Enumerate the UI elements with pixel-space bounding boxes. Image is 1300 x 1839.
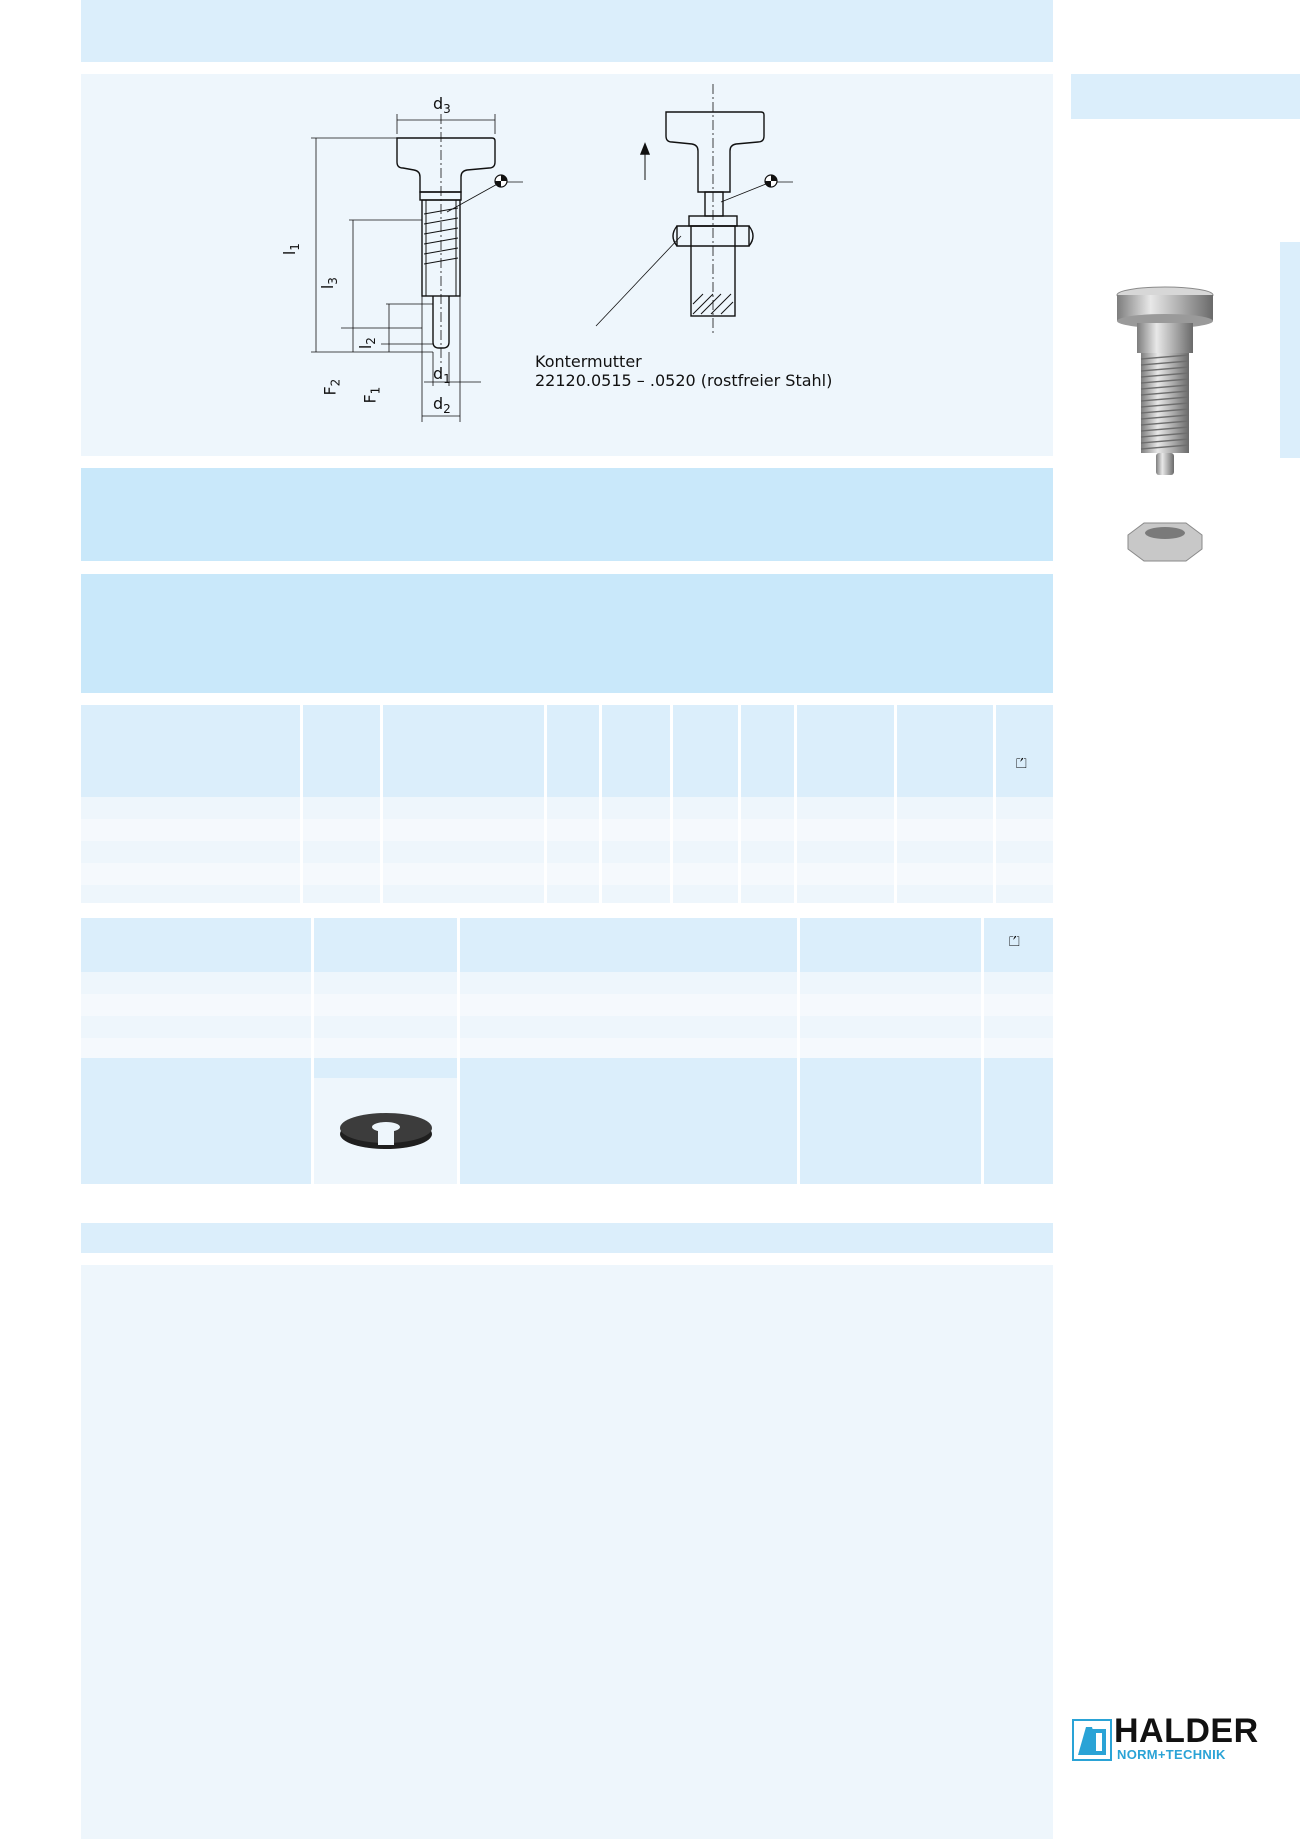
table-row (81, 1016, 1053, 1038)
logo-subtitle: NORM+TECHNIK (1117, 1747, 1226, 1762)
washer-cell (314, 1078, 457, 1184)
table-row (81, 994, 1053, 1016)
table-row (81, 972, 1053, 994)
knob-head (397, 138, 495, 192)
side-marker (1280, 242, 1300, 458)
table-row (81, 1144, 1053, 1166)
table-row (81, 841, 1053, 863)
weight-icon: ⏍ (1016, 756, 1027, 772)
technical-drawing (81, 74, 1053, 456)
weight-icon: ⏍ (1009, 934, 1020, 950)
table-row (81, 797, 1053, 819)
table-row (81, 1078, 1053, 1100)
dim-d1: $d_1$ (433, 364, 451, 387)
section-band (81, 1223, 1053, 1253)
dimensions-table-header (81, 705, 1053, 797)
header-band (81, 0, 1053, 62)
center-mark-icon-right (765, 175, 777, 187)
dim-d2: $d_2$ (433, 394, 451, 417)
knob-head-right (666, 112, 764, 192)
table-row (81, 885, 1053, 903)
table-row (81, 1038, 1053, 1060)
logo-title: HALDER (1114, 1712, 1259, 1750)
table-row (81, 863, 1053, 885)
halder-logo (1072, 1712, 1272, 1765)
product-photo (1110, 285, 1220, 575)
info-band-1 (81, 468, 1053, 561)
dim-F2: $F_2$ (320, 378, 343, 396)
dim-d3: $d_3$ (433, 94, 451, 117)
info-band-2 (81, 574, 1053, 693)
dim-l2: $l_2$ (355, 337, 379, 350)
table-row (81, 1122, 1053, 1144)
center-mark-icon (495, 175, 507, 187)
logo-mark-icon (1072, 1719, 1112, 1761)
nut-label: Kontermutter (535, 352, 642, 371)
content-panel (81, 1265, 1053, 1839)
table-row (81, 1100, 1053, 1122)
dim-l3: $l_3$ (317, 277, 341, 290)
table-row (81, 819, 1053, 841)
accessories-table-header (81, 918, 1053, 972)
table-row (81, 1166, 1053, 1184)
accessories-table (81, 918, 1053, 1188)
side-tab (1071, 74, 1300, 119)
drawing-panel (81, 74, 1053, 456)
nut-code: 22120.0515 – .0520 (rostfreier Stahl) (535, 371, 833, 390)
dimensions-table (81, 705, 1053, 905)
dim-l1: $l_1$ (279, 243, 303, 256)
washer-photo (314, 1078, 457, 1184)
dim-F1: $F_1$ (360, 386, 383, 404)
